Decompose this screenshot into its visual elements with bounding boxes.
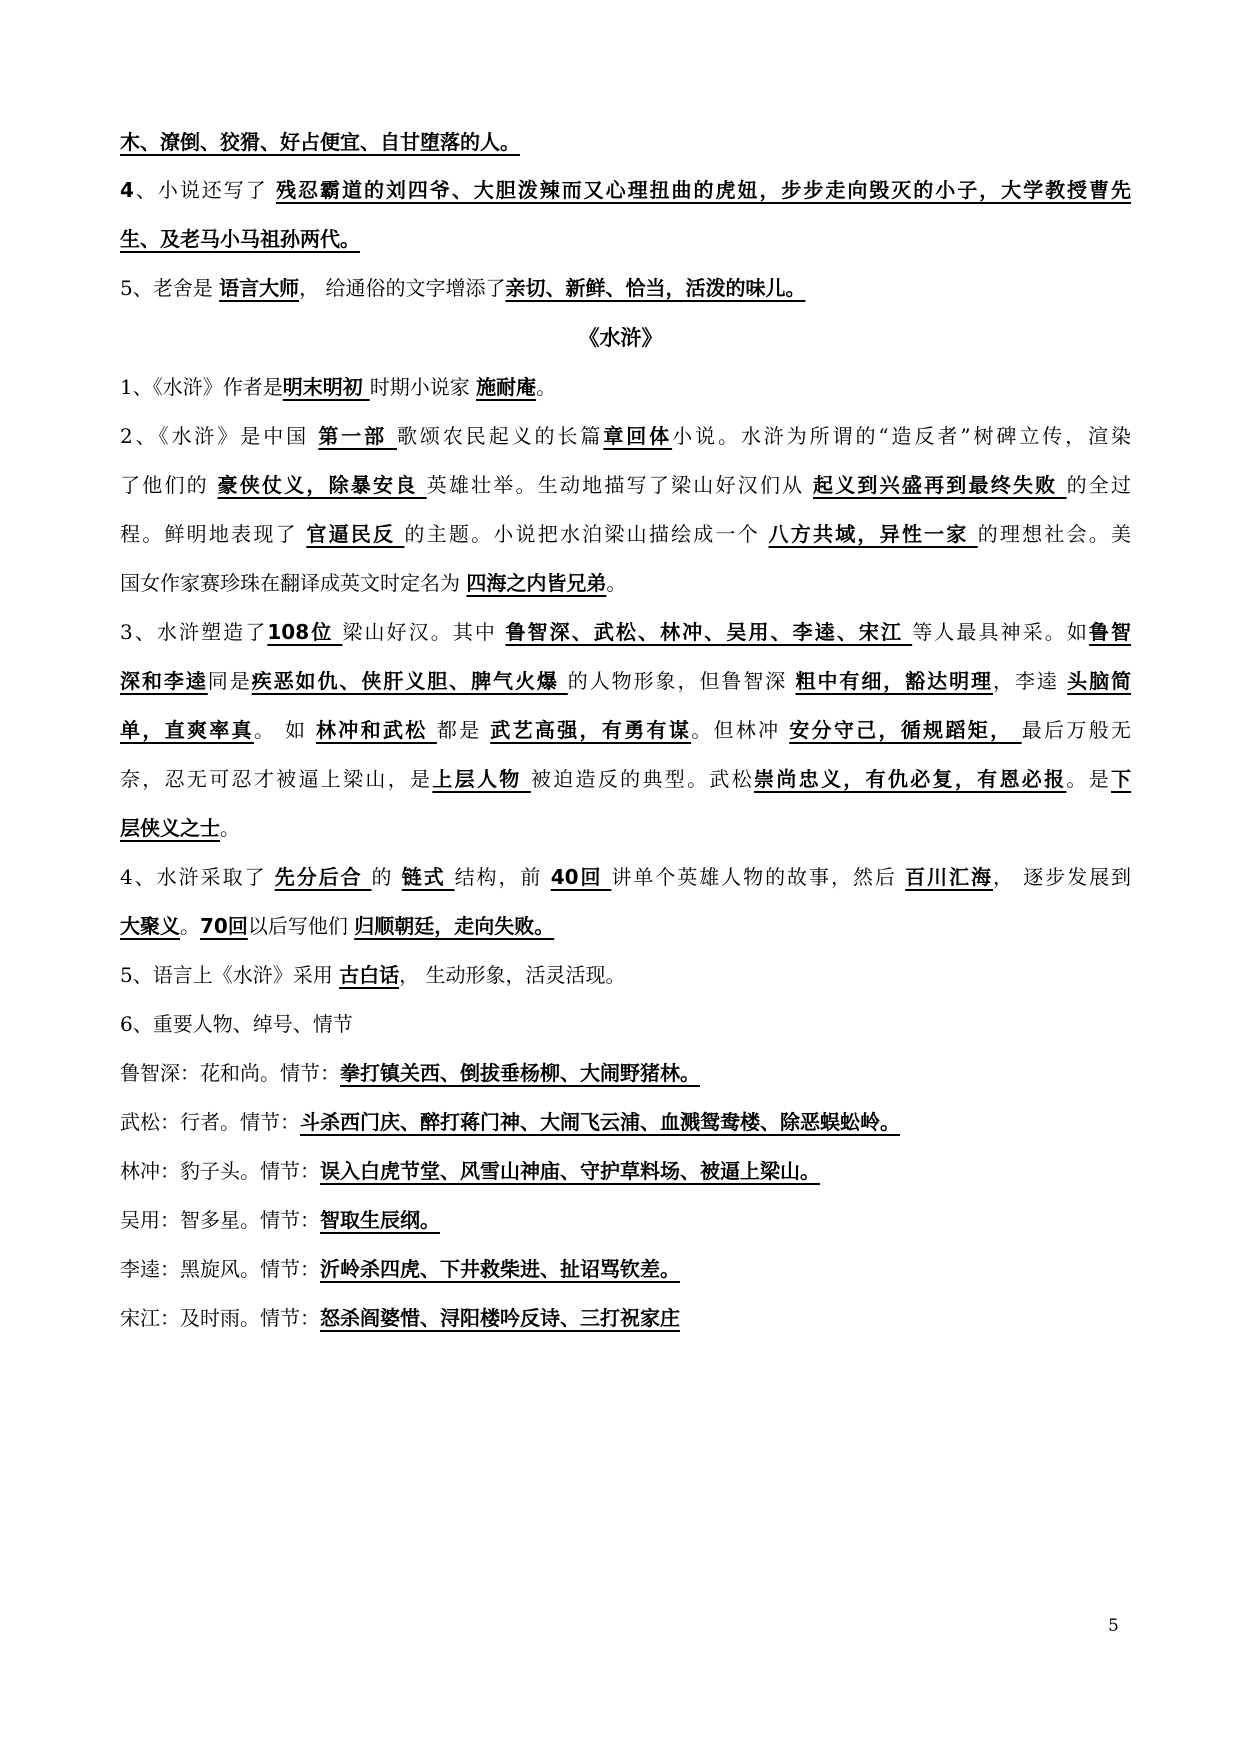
shuihu-item-3-line2: 深和李逵同是疾恶如仇、侠肝义胆、脾气火爆 的人物形象，但鲁智深 粗中有细，豁达明理，李逵 头脑简 (120, 669, 1132, 693)
shuihu-item-2-line3: 程。鲜明地表现了 官逼民反 的主题。小说把水泊梁山描绘成一个 八方共域，异性一家 的理想社会。美 (120, 522, 1132, 546)
shuihu-item-3-line3: 单，直爽率真。 如 林冲和武松 都是 武艺高强，有勇有谋。但林冲 安分守己，循规蹈矩， 最后万般无 (120, 718, 1132, 742)
laoshe-item-5: 5、老舍是 语言大师， 给通俗的文字增添了亲切、新鲜、恰当，活泼的味儿。 (120, 276, 806, 300)
shuihu-item-4-line2: 大聚义。70回以后写他们 归顺朝廷，走向失败。 (120, 914, 555, 938)
character-row: 吴用：智多星。情节：智取生辰纲。 (120, 1208, 440, 1232)
character-row: 李逵：黑旋风。情节：沂岭杀四虎、下井救柴进、扯诏骂钦差。 (120, 1257, 680, 1281)
shuihu-item-3-line5: 层侠义之士。 (120, 816, 240, 840)
shuihu-item-5: 5、语言上《水浒》采用 古白话， 生动形象，活灵活现。 (120, 963, 626, 987)
shuihu-item-4-line1: 4、水浒采取了 先分后合 的 链式 结构，前 40回 讲单个英雄人物的故事，然后 百川汇海， 逐步发展到 (120, 865, 1132, 889)
shuihu-item-3-line4: 奈，忍无可忍才被逼上梁山，是上层人物 被迫造反的典型。武松崇尚忠义，有仇必复，有恩必报。是下 (120, 767, 1132, 791)
character-row: 林冲：豹子头。情节：误入白虎节堂、风雪山神庙、守护草料场、被逼上梁山。 (120, 1159, 820, 1183)
laoshe-3-cont: 木、潦倒、狡猾、好占便宜、自甘堕落的人。 (120, 130, 520, 154)
page-number: 5 (1108, 1616, 1119, 1636)
shuihu-item-6: 6、重要人物、绰号、情节 (120, 1012, 353, 1036)
shuihu-item-2-line4: 国女作家赛珍珠在翻译成英文时定名为 四海之内皆兄弟。 (120, 571, 627, 595)
character-row: 武松：行者。情节：斗杀西门庆、醉打蒋门神、大闹飞云浦、血溅鸳鸯楼、除恶蜈蚣岭。 (120, 1110, 900, 1134)
section-heading: 《水浒》 (578, 325, 663, 350)
character-row: 鲁智深：花和尚。情节：拳打镇关西、倒拔垂杨柳、大闹野猪林。 (120, 1061, 700, 1085)
character-row: 宋江：及时雨。情节：怒杀阎婆惜、浔阳楼吟反诗、三打祝家庄 (120, 1306, 680, 1330)
laoshe-item-4-line1: 4、小说还写了 残忍霸道的刘四爷、大胆泼辣而又心理扭曲的虎妞，步步走向毁灭的小子，大学教授曹先 (120, 178, 1132, 202)
shuihu-item-1: 1、《水浒》作者是明末明初 时期小说家 施耐庵。 (120, 375, 557, 399)
laoshe-item-4-line2: 生、及老马小马祖孙两代。 (120, 227, 360, 251)
shuihu-item-2-line2: 了他们的 豪侠仗义，除暴安良 英雄壮举。生动地描写了梁山好汉们从 起义到兴盛再到最终失败 的全过 (120, 473, 1132, 497)
shuihu-item-2-line1: 2、《水浒》是中国 第一部 歌颂农民起义的长篇章回体小说。水浒为所谓的“造反者”树碑立传，渲染 (120, 424, 1132, 448)
shuihu-item-3-line1: 3、水浒塑造了108位 梁山好汉。其中 鲁智深、武松、林冲、吴用、李逵、宋江 等人最具神采。如鲁智 (120, 620, 1132, 644)
